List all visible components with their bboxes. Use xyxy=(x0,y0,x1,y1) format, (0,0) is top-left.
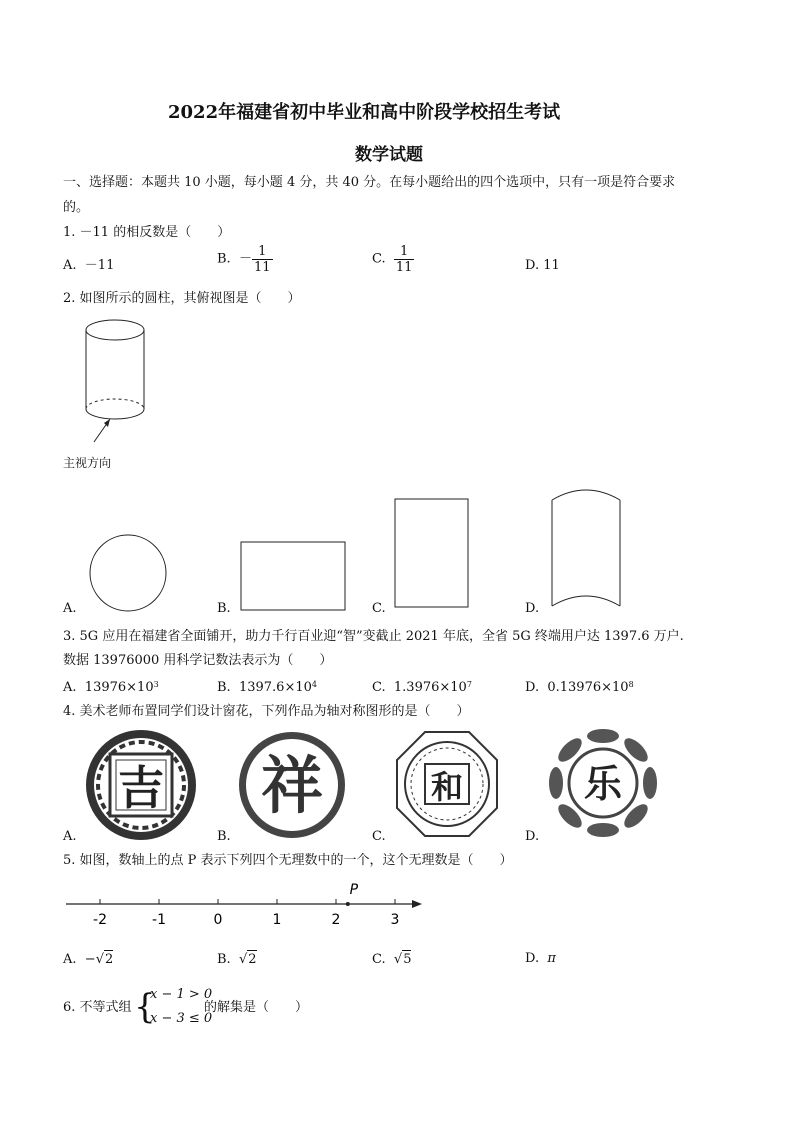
q1-option-b xyxy=(217,244,273,275)
q1-option-d xyxy=(525,257,560,275)
q2-option-c-tall-rect xyxy=(394,498,470,610)
q1-option-a xyxy=(63,257,114,275)
q1-stem: 1. －11 的相反数是（ ） xyxy=(63,225,231,240)
q3-a-exp: 3 xyxy=(153,680,159,689)
q6-prefix: 6. 不等式组 xyxy=(63,1000,132,1015)
q1-a-label: A. xyxy=(63,258,77,273)
q5-stem: 5. 如图，数轴上的点 P 表示下列四个无理数中的一个，这个无理数是（ ） xyxy=(63,853,513,868)
q1-c-fraction: $\frac{1}{11}$ xyxy=(395,244,413,275)
q3-b-base: 1397.6×10 xyxy=(238,680,312,695)
q3-c-label: C. xyxy=(372,680,386,695)
q1-d-text: 11 xyxy=(543,258,560,273)
q2-option-b-rect xyxy=(240,541,348,613)
exam-title: 2022年福建省初中毕业和高中阶段学校招生考试 xyxy=(168,102,561,123)
q1-b-label: B. xyxy=(217,251,231,267)
q3-d-exp: 8 xyxy=(628,680,634,689)
q4-c-label: C. xyxy=(372,829,386,844)
q5-c-radicand: 5 xyxy=(403,952,412,967)
q5-a-sign: − xyxy=(84,952,96,967)
q5-option-a: A. −√2 xyxy=(63,952,114,967)
q3-d-label: D. xyxy=(525,680,540,695)
q4-b-label: B. xyxy=(217,829,231,844)
q5-d-label: D. xyxy=(525,951,540,966)
q1-b-fraction: $\frac{1}{11}$ xyxy=(253,244,271,275)
q1-a-text: －11 xyxy=(84,258,115,273)
q5-d-text: π xyxy=(547,951,556,966)
q3-a-base: 13976×10 xyxy=(84,680,154,695)
q3-b-exp: 4 xyxy=(311,680,317,689)
section-intro-line1: 一、选择题：本题共 10 小题，每小题 4 分，共 40 分。在每小题给出的四个选项中，只有一项是符合要求 xyxy=(63,175,676,190)
q3-line1: 3. 5G 应用在福建省全面铺开，助力千行百业迎“智”变截止 2021 年底，全省 5G 终端用户达 1397.6 万户. xyxy=(63,629,684,644)
number-line-tick-label: 2 xyxy=(331,912,341,928)
q6-inequality-2: x − 3 ≤ 0 xyxy=(150,1011,213,1026)
q5-b-label: B. xyxy=(217,952,231,967)
q4-option-a-ji-papercut xyxy=(84,728,198,842)
q3-option-d xyxy=(525,679,634,697)
q5-b-radicand: 2 xyxy=(248,952,257,967)
q2-c-label: C. xyxy=(372,601,386,616)
q6-inequality-1: x − 1 > 0 xyxy=(150,987,213,1002)
q5-a-radicand: 2 xyxy=(105,952,114,967)
q1-option-c xyxy=(372,244,414,275)
q3-option-c xyxy=(372,679,472,697)
point-p-label: P xyxy=(349,882,359,898)
q1-c-label: C. xyxy=(372,251,386,267)
q3-d-base: 0.13976×10 xyxy=(547,680,629,695)
q1-b-sign: － xyxy=(238,251,252,267)
q4-d-label: D. xyxy=(525,829,540,844)
q5-a-label: A. xyxy=(63,952,77,967)
section-intro-line2: 的。 xyxy=(63,200,90,215)
q5-option-b: B. √2 xyxy=(217,952,257,967)
number-line-tick-label: 1 xyxy=(272,912,282,928)
q4-option-b-xiang-papercut xyxy=(237,730,347,840)
point-p-marker xyxy=(346,902,350,906)
q4-a-char: 吉 xyxy=(118,761,164,815)
q2-option-d-cylinder-side xyxy=(548,486,628,610)
q3-b-label: B. xyxy=(217,680,231,695)
q4-stem: 4. 美术老师布置同学们设计窗花，下列作品为轴对称图形的是（ ） xyxy=(63,704,470,719)
q5-option-d xyxy=(525,950,556,968)
q2-b-label: B. xyxy=(217,601,231,616)
number-line-tick-label: 3 xyxy=(390,912,400,928)
q4-b-char: 祥 xyxy=(260,749,324,822)
exam-subtitle: 数学试题 xyxy=(355,145,423,165)
number-line-tick-label: 0 xyxy=(213,912,223,928)
q6-suffix: 的解集是（ ） xyxy=(204,1000,309,1015)
q6-brace: { xyxy=(134,987,156,1027)
number-line-tick-label: -2 xyxy=(93,912,107,928)
q5-c-label: C. xyxy=(372,952,386,967)
cylinder-figure xyxy=(60,315,170,445)
q4-option-c-he-papercut xyxy=(393,728,501,840)
q3-a-label: A. xyxy=(63,680,77,695)
number-line-tick-label: -1 xyxy=(152,912,166,928)
q3-option-b xyxy=(217,679,317,697)
q3-c-base: 1.3976×10 xyxy=(393,680,467,695)
view-direction-label: 主视方向 xyxy=(63,456,112,470)
number-line xyxy=(60,878,430,928)
q3-line2: 数据 13976000 用科学记数法表示为（ ） xyxy=(63,653,333,668)
q2-stem: 2. 如图所示的圆柱，其俯视图是（ ） xyxy=(63,291,301,306)
q4-c-char: 和 xyxy=(430,768,464,806)
q5-option-c: C. √5 xyxy=(372,952,412,967)
q4-d-char: 乐 xyxy=(583,762,623,806)
q1-d-label: D. xyxy=(525,258,540,273)
q2-a-label: A. xyxy=(63,601,77,616)
q3-c-exp: 7 xyxy=(466,680,472,689)
q4-option-d-le-papercut xyxy=(546,726,660,840)
q2-d-label: D. xyxy=(525,601,540,616)
q2-option-a-circle xyxy=(88,533,170,615)
q4-a-label: A. xyxy=(63,829,77,844)
q3-option-a xyxy=(63,679,159,697)
